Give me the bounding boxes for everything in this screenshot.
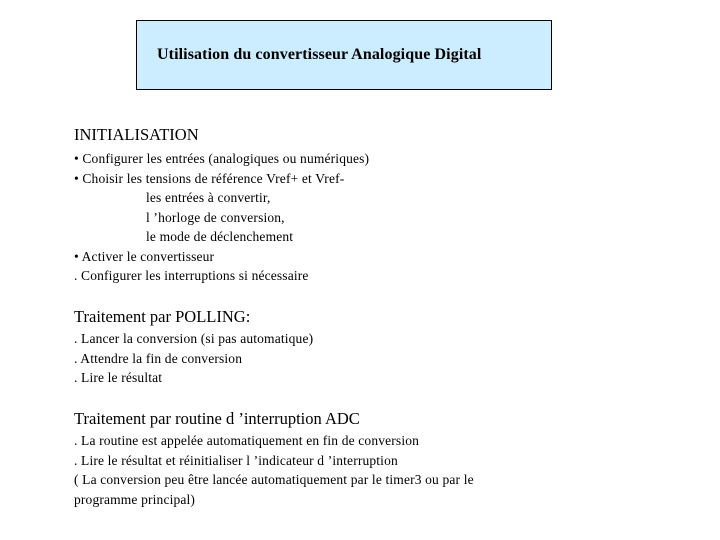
init-line-configure-inputs: • Configurer les entrées (analogiques ou numériques) — [74, 151, 370, 166]
polling-section — [74, 307, 313, 388]
init-line-activate: • Activer le convertisseur — [74, 248, 215, 264]
polling-line-wait: . Attendre la fin de conversion — [74, 350, 243, 366]
init-line-interrupts: . Configurer les interruptions si nécessaire — [74, 268, 309, 283]
interruption-line-main: programme principal) — [74, 491, 196, 507]
init-line-choose-vref: • Choisir les tensions de référence Vref+ et Vref- — [74, 170, 345, 186]
polling-heading: Traitement par POLLING: — [74, 307, 251, 326]
initialisation-heading: INITIALISATION — [74, 125, 199, 144]
interruption-line-timer: ( La conversion peu être lancée automatiquement par le timer3 ou par le — [74, 472, 474, 487]
page-title: Utilisation du convertisseur Analogique Digital — [157, 46, 482, 63]
title-box — [136, 20, 552, 90]
init-line-trigger-mode: le mode de déclenchement — [146, 229, 294, 244]
interruption-line-read-reset: . Lire le résultat et réinitialiser l ’indicateur d ’interruption — [74, 452, 398, 468]
polling-line-start: . Lancer la conversion (si pas automatique) — [74, 331, 314, 346]
initialisation-section — [74, 125, 369, 286]
init-line-clock: l ’horloge de conversion, — [146, 209, 285, 225]
init-line-inputs-to-convert: les entrées à convertir, — [146, 190, 271, 205]
polling-line-read: . Lire le résultat — [74, 370, 163, 385]
interruption-heading: Traitement par routine d ’interruption ADC — [74, 409, 360, 428]
interruption-line-routine: . La routine est appelée automatiquement en fin de conversion — [74, 433, 420, 448]
interruption-section — [74, 409, 474, 509]
